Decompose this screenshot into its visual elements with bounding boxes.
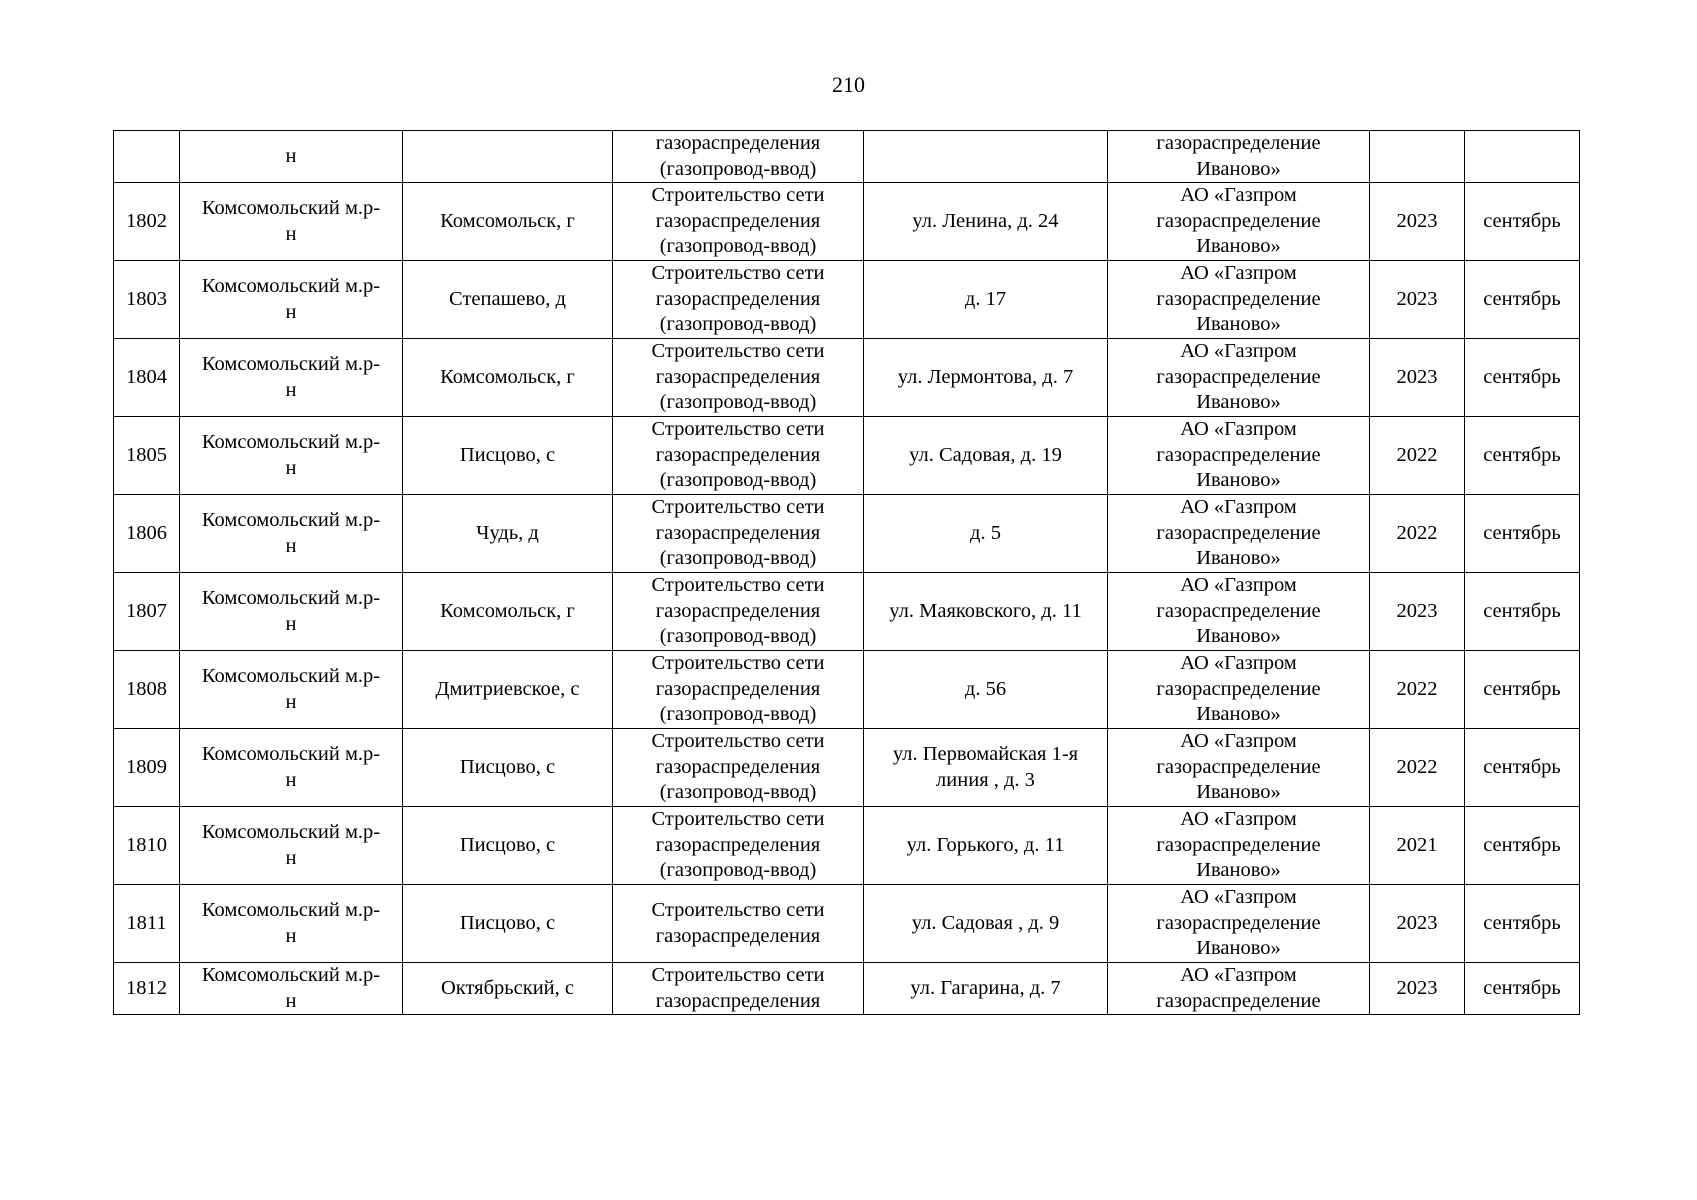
cell-district-line: Комсомольский м.р- <box>201 353 381 375</box>
cell-address-line: ул. Гагарина, д. 7 <box>910 976 1061 999</box>
cell-district-line: н <box>285 222 297 245</box>
cell-locality: Комсомольск, г <box>403 183 613 261</box>
cell-work-line: Строительство сети <box>651 496 825 519</box>
cell-executor-line: газораспределение <box>1156 521 1321 544</box>
cell-year: 2022 <box>1370 729 1465 807</box>
cell-executor-line: Иваново» <box>1196 937 1281 960</box>
cell-executor <box>1108 339 1370 417</box>
cell-month: сентябрь <box>1465 807 1580 885</box>
cell-executor-line: АО «Газпром <box>1180 340 1297 363</box>
table-row <box>114 573 1580 651</box>
cell-executor-line: АО «Газпром <box>1180 496 1297 519</box>
cell-district: н <box>180 131 403 183</box>
cell-executor-line: газораспределение <box>1156 989 1321 1012</box>
cell-locality: Комсомольск, г <box>403 339 613 417</box>
cell-locality: Писцово, с <box>403 807 613 885</box>
cell-locality: Писцово, с <box>403 885 613 963</box>
cell-district-line: Комсомольский м.р- <box>201 431 381 453</box>
cell-district <box>180 183 403 261</box>
cell-address-line: д. 5 <box>970 521 1001 544</box>
cell-year: 2021 <box>1370 807 1465 885</box>
cell-district <box>180 573 403 651</box>
cell-executor-line: газораспределение <box>1156 365 1321 388</box>
cell-district-line: н <box>285 300 297 323</box>
cell-month: сентябрь <box>1465 963 1580 1015</box>
cell-address <box>864 729 1108 807</box>
table-row <box>114 807 1580 885</box>
cell-work-line: (газопровод-ввод) <box>659 469 817 492</box>
cell-executor <box>1108 729 1370 807</box>
cell-work-line: газораспределения <box>655 443 821 466</box>
cell-district-line: Комсомольский м.р- <box>201 197 381 219</box>
cell-district-line: Комсомольский м.р- <box>201 665 381 687</box>
table-body <box>114 131 1580 1015</box>
page-number: 210 <box>832 72 865 97</box>
cell-district <box>180 963 403 1015</box>
cell-year: 2022 <box>1370 651 1465 729</box>
cell-no: 1803 <box>114 261 180 339</box>
cell-work-line: Строительство сети <box>651 808 825 831</box>
cell-work <box>613 183 864 261</box>
cell-executor <box>1108 183 1370 261</box>
cell-no: 1811 <box>114 885 180 963</box>
cell-district-line: н <box>285 534 297 557</box>
cell-address-line: ул. Горького, д. 11 <box>906 833 1065 856</box>
cell-month <box>1465 131 1580 183</box>
cell-work-line: газораспределения <box>655 209 821 232</box>
cell-executor-line: Иваново» <box>1196 703 1281 726</box>
cell-no: 1810 <box>114 807 180 885</box>
cell-district-line: Комсомольский м.р- <box>201 821 381 843</box>
cell-locality: Писцово, с <box>403 729 613 807</box>
cell-no: 1807 <box>114 573 180 651</box>
cell-no: 1806 <box>114 495 180 573</box>
cell-executor-line: АО «Газпром <box>1180 652 1297 675</box>
cell-executor-line: Иваново» <box>1196 391 1281 414</box>
cell-month: сентябрь <box>1465 495 1580 573</box>
cell-work <box>613 131 864 183</box>
cell-locality: Писцово, с <box>403 417 613 495</box>
cell-locality: Чудь, д <box>403 495 613 573</box>
cell-address-line: ул. Садовая , д. 9 <box>911 911 1060 934</box>
cell-month: сентябрь <box>1465 729 1580 807</box>
table-row <box>114 963 1580 1015</box>
cell-executor <box>1108 573 1370 651</box>
cell-locality: Октябрьский, с <box>403 963 613 1015</box>
cell-executor-line: АО «Газпром <box>1180 964 1297 986</box>
cell-no: 1808 <box>114 651 180 729</box>
cell-work-line: Строительство сети <box>651 574 825 597</box>
cell-work-line: газораспределения <box>655 132 821 154</box>
cell-address <box>864 573 1108 651</box>
table-row <box>114 183 1580 261</box>
cell-executor-line: Иваново» <box>1196 313 1281 336</box>
cell-month: сентябрь <box>1465 339 1580 417</box>
cell-address <box>864 339 1108 417</box>
cell-work-line: (газопровод-ввод) <box>659 703 817 726</box>
cell-work-line: Строительство сети <box>651 340 825 363</box>
cell-district <box>180 729 403 807</box>
cell-no: 1812 <box>114 963 180 1015</box>
cell-year: 2023 <box>1370 885 1465 963</box>
gas-connection-table <box>113 130 1580 1015</box>
cell-executor <box>1108 495 1370 573</box>
cell-locality: Дмитриевское, с <box>403 651 613 729</box>
cell-work <box>613 729 864 807</box>
cell-district-line: Комсомольский м.р- <box>201 509 381 531</box>
cell-executor-line: Иваново» <box>1196 469 1281 492</box>
cell-district-line: н <box>285 846 297 869</box>
cell-work <box>613 885 864 963</box>
cell-executor <box>1108 261 1370 339</box>
cell-district <box>180 651 403 729</box>
cell-address-line: ул. Ленина, д. 24 <box>912 209 1059 232</box>
cell-work-line: Строительство сети <box>651 184 825 207</box>
cell-locality: Комсомольск, г <box>403 573 613 651</box>
cell-executor <box>1108 651 1370 729</box>
cell-work-line: (газопровод-ввод) <box>659 391 817 414</box>
table-row <box>114 651 1580 729</box>
table-row <box>114 261 1580 339</box>
cell-address-line: д. 17 <box>964 287 1007 310</box>
cell-address-line: д. 56 <box>964 677 1007 700</box>
cell-work-line: газораспределения <box>655 924 821 947</box>
cell-month: сентябрь <box>1465 183 1580 261</box>
cell-work-line: газораспределения <box>655 989 821 1012</box>
cell-district-line: н <box>285 378 297 401</box>
cell-executor-line: газораспределение <box>1156 287 1321 310</box>
cell-executor <box>1108 885 1370 963</box>
cell-district-line: Комсомольский м.р- <box>201 964 381 986</box>
cell-executor-line: газораспределение <box>1156 209 1321 232</box>
cell-work-line: газораспределения <box>655 677 821 700</box>
cell-district <box>180 495 403 573</box>
cell-executor-line: газораспределение <box>1156 677 1321 700</box>
cell-district-line: Комсомольский м.р- <box>201 743 381 765</box>
cell-work-line: (газопровод-ввод) <box>659 235 817 258</box>
cell-work-line: газораспределения <box>655 521 821 544</box>
table-row <box>114 885 1580 963</box>
cell-address <box>864 651 1108 729</box>
cell-address <box>864 495 1108 573</box>
cell-work <box>613 495 864 573</box>
cell-district-line: н <box>285 456 297 479</box>
cell-no: 1804 <box>114 339 180 417</box>
cell-executor-line: газораспределение <box>1156 443 1321 466</box>
cell-address <box>864 261 1108 339</box>
cell-address-line: линия , д. 3 <box>936 768 1035 791</box>
cell-no: 1802 <box>114 183 180 261</box>
cell-address <box>864 807 1108 885</box>
cell-executor-line: Иваново» <box>1196 157 1281 180</box>
cell-month: сентябрь <box>1465 573 1580 651</box>
cell-work <box>613 417 864 495</box>
cell-month: сентябрь <box>1465 417 1580 495</box>
cell-district-line: н <box>285 690 297 713</box>
cell-executor-line: газораспределение <box>1156 755 1321 778</box>
cell-address-line: ул. Садовая, д. 19 <box>909 443 1062 466</box>
cell-work-line: Строительство сети <box>651 262 825 285</box>
cell-district <box>180 885 403 963</box>
cell-executor-line: Иваново» <box>1196 547 1281 570</box>
cell-executor-line: Иваново» <box>1196 859 1281 882</box>
cell-executor-line: АО «Газпром <box>1180 184 1297 207</box>
cell-executor <box>1108 807 1370 885</box>
cell-address-line: ул. Лермонтова, д. 7 <box>897 365 1074 388</box>
cell-month: сентябрь <box>1465 261 1580 339</box>
cell-no: 1805 <box>114 417 180 495</box>
cell-work-line: Строительство сети <box>651 730 825 753</box>
cell-work-line: Строительство сети <box>651 418 825 441</box>
cell-address <box>864 885 1108 963</box>
cell-work <box>613 261 864 339</box>
cell-district-line: Комсомольский м.р- <box>201 587 381 609</box>
cell-executor-line: АО «Газпром <box>1180 730 1297 753</box>
cell-district <box>180 417 403 495</box>
cell-year: 2023 <box>1370 339 1465 417</box>
cell-district-line: н <box>285 989 297 1012</box>
cell-district-line: н <box>285 924 297 947</box>
cell-address-line: ул. Маяковского, д. 11 <box>889 599 1082 622</box>
cell-district-line: н <box>285 612 297 635</box>
cell-executor-line: АО «Газпром <box>1180 418 1297 441</box>
cell-work-line: газораспределения <box>655 287 821 310</box>
cell-address-line: ул. Первомайская 1-я <box>892 743 1079 765</box>
table-row <box>114 417 1580 495</box>
table-row <box>114 729 1580 807</box>
cell-work-line: газораспределения <box>655 365 821 388</box>
cell-work <box>613 963 864 1015</box>
cell-no: 1809 <box>114 729 180 807</box>
cell-locality <box>403 131 613 183</box>
cell-work-line: Строительство сети <box>651 652 825 675</box>
cell-work <box>613 651 864 729</box>
cell-executor-line: газораспределение <box>1156 911 1321 934</box>
table-row <box>114 339 1580 417</box>
cell-address <box>864 417 1108 495</box>
cell-executor-line: АО «Газпром <box>1180 574 1297 597</box>
cell-work-line: газораспределения <box>655 755 821 778</box>
cell-district <box>180 807 403 885</box>
table-row-continuation <box>114 131 1580 183</box>
cell-work-line: газораспределения <box>655 599 821 622</box>
cell-year: 2023 <box>1370 183 1465 261</box>
cell-district-line: Комсомольский м.р- <box>201 275 381 297</box>
cell-work-line: (газопровод-ввод) <box>659 157 817 180</box>
cell-executor-line: АО «Газпром <box>1180 886 1297 909</box>
cell-district-line: Комсомольский м.р- <box>201 899 381 921</box>
cell-executor-line: АО «Газпром <box>1180 808 1297 831</box>
cell-work-line: Строительство сети <box>651 899 825 921</box>
cell-executor <box>1108 963 1370 1015</box>
cell-work-line: газораспределения <box>655 833 821 856</box>
cell-executor-line: Иваново» <box>1196 625 1281 648</box>
cell-address <box>864 131 1108 183</box>
cell-executor-line: Иваново» <box>1196 781 1281 804</box>
table-row <box>114 495 1580 573</box>
cell-executor-line: Иваново» <box>1196 235 1281 258</box>
cell-address <box>864 183 1108 261</box>
cell-work <box>613 573 864 651</box>
cell-year: 2022 <box>1370 417 1465 495</box>
cell-work-line: (газопровод-ввод) <box>659 781 817 804</box>
cell-district-line: н <box>285 768 297 791</box>
cell-district <box>180 261 403 339</box>
cell-executor-line: АО «Газпром <box>1180 262 1297 285</box>
cell-district <box>180 339 403 417</box>
cell-no <box>114 131 180 183</box>
cell-work-line: (газопровод-ввод) <box>659 625 817 648</box>
cell-year: 2022 <box>1370 495 1465 573</box>
cell-executor-line: газораспределение <box>1156 132 1321 154</box>
cell-work <box>613 339 864 417</box>
cell-year: 2023 <box>1370 963 1465 1015</box>
cell-executor-line: газораспределение <box>1156 599 1321 622</box>
cell-work-line: Строительство сети <box>651 964 825 986</box>
cell-executor <box>1108 417 1370 495</box>
cell-executor <box>1108 131 1370 183</box>
cell-year <box>1370 131 1465 183</box>
cell-month: сентябрь <box>1465 651 1580 729</box>
cell-year: 2023 <box>1370 261 1465 339</box>
cell-month: сентябрь <box>1465 885 1580 963</box>
cell-work-line: (газопровод-ввод) <box>659 313 817 336</box>
cell-executor-line: газораспределение <box>1156 833 1321 856</box>
cell-locality: Степашево, д <box>403 261 613 339</box>
cell-year: 2023 <box>1370 573 1465 651</box>
cell-address <box>864 963 1108 1015</box>
cell-work <box>613 807 864 885</box>
cell-work-line: (газопровод-ввод) <box>659 547 817 570</box>
cell-work-line: (газопровод-ввод) <box>659 859 817 882</box>
